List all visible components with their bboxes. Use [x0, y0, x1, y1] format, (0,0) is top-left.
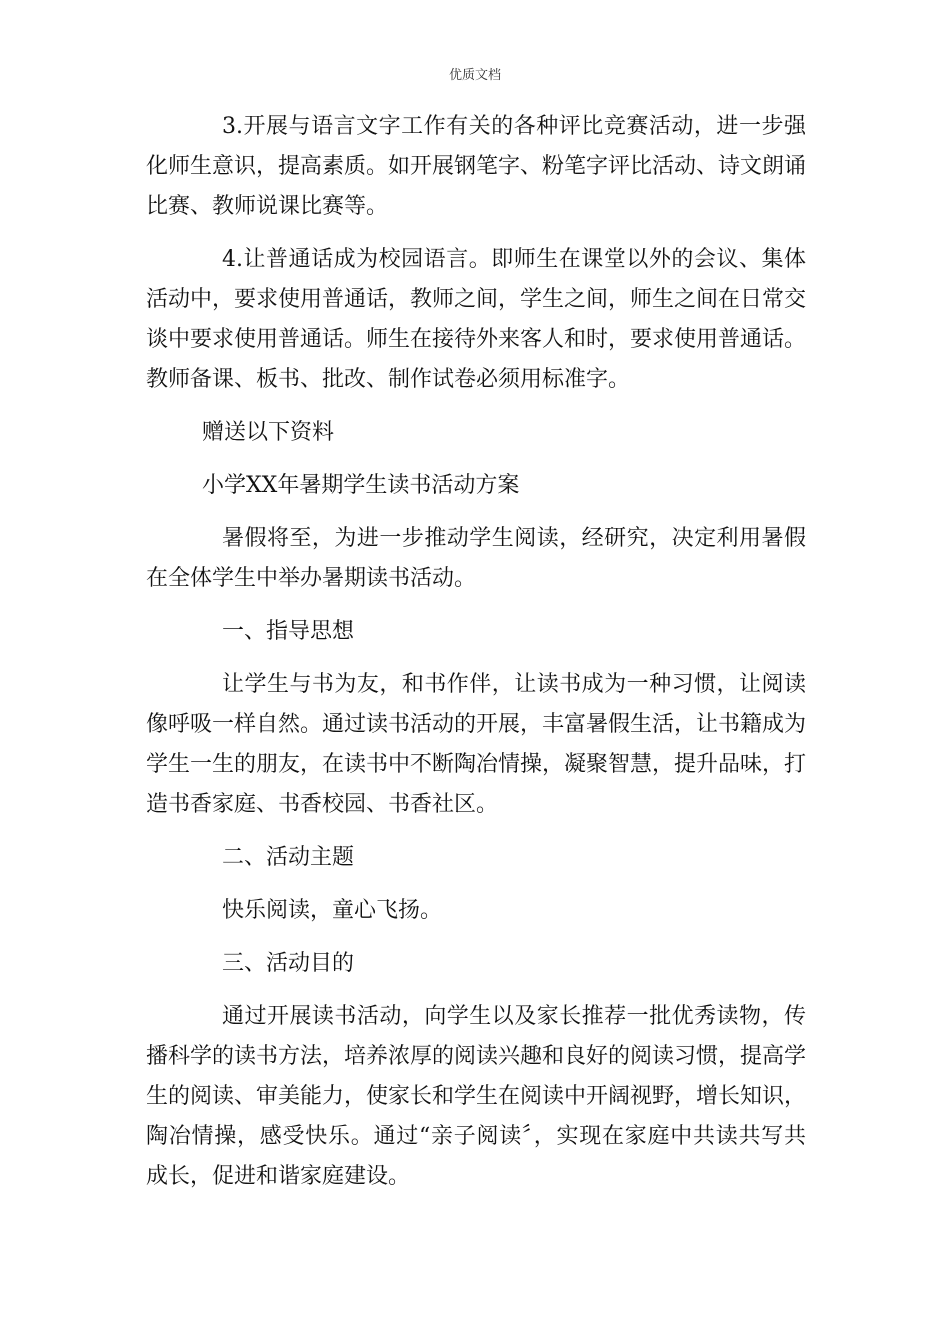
- section-heading-purpose: 三、活动目的: [222, 951, 355, 976]
- theme-paragraph: 快乐阅读，童心飞扬。: [222, 898, 443, 923]
- section-heading-theme: 二、活动主题: [222, 845, 355, 870]
- paragraph-item-3: 3.开展与语言文字工作有关的各种评比竞赛活动，进一步强化师生意识，提高素质。如开展钢笔字、粉笔字评比活动、诗文朗诵比赛、教师说课比赛等。: [146, 114, 807, 219]
- document-body: [146, 107, 806, 1197]
- guiding-idea-paragraph: 让学生与书为友，和书作伴，让读书成为一种习惯，让阅读像呼吸一样自然。通过读书活动的开展，丰富暑假生活，让书籍成为学生一生的朋友，在读书中不断陶冶情操，凝聚智慧，提升品味，打造书香家庭、书香校园、书香社区。: [146, 672, 807, 817]
- intro-paragraph: 暑假将至，为进一步推动学生阅读，经研究，决定利用暑假在全体学生中举办暑期读书活动。: [146, 526, 806, 591]
- section-heading-guiding-idea: 一、指导思想: [222, 619, 355, 644]
- document-title: 小学XX年暑期学生读书活动方案: [202, 473, 520, 498]
- paragraph-item-4: 4.让普通话成为校园语言。即师生在课堂以外的会议、集体活动中，要求使用普通话，教师之间，学生之间，师生之间在日常交谈中要求使用普通话。师生在接待外来客人和时，要求使用普通话。教师备课、板书、批改、制作试卷必须用标准字。: [146, 247, 807, 392]
- page-header: 优质文档: [448, 68, 501, 83]
- gift-note: 赠送以下资料: [202, 420, 335, 445]
- purpose-paragraph: 通过开展读书活动，向学生以及家长推荐一批优秀读物，传播科学的读书方法，培养浓厚的阅读兴趣和良好的阅读习惯，提高学生的阅读、审美能力，使家长和学生在阅读中开阔视野，增长知识，陶冶情操，感受快乐。通过“亲子阅读〞，实现在家庭中共读共写共成长，促进和谐家庭建设。: [146, 1004, 807, 1189]
